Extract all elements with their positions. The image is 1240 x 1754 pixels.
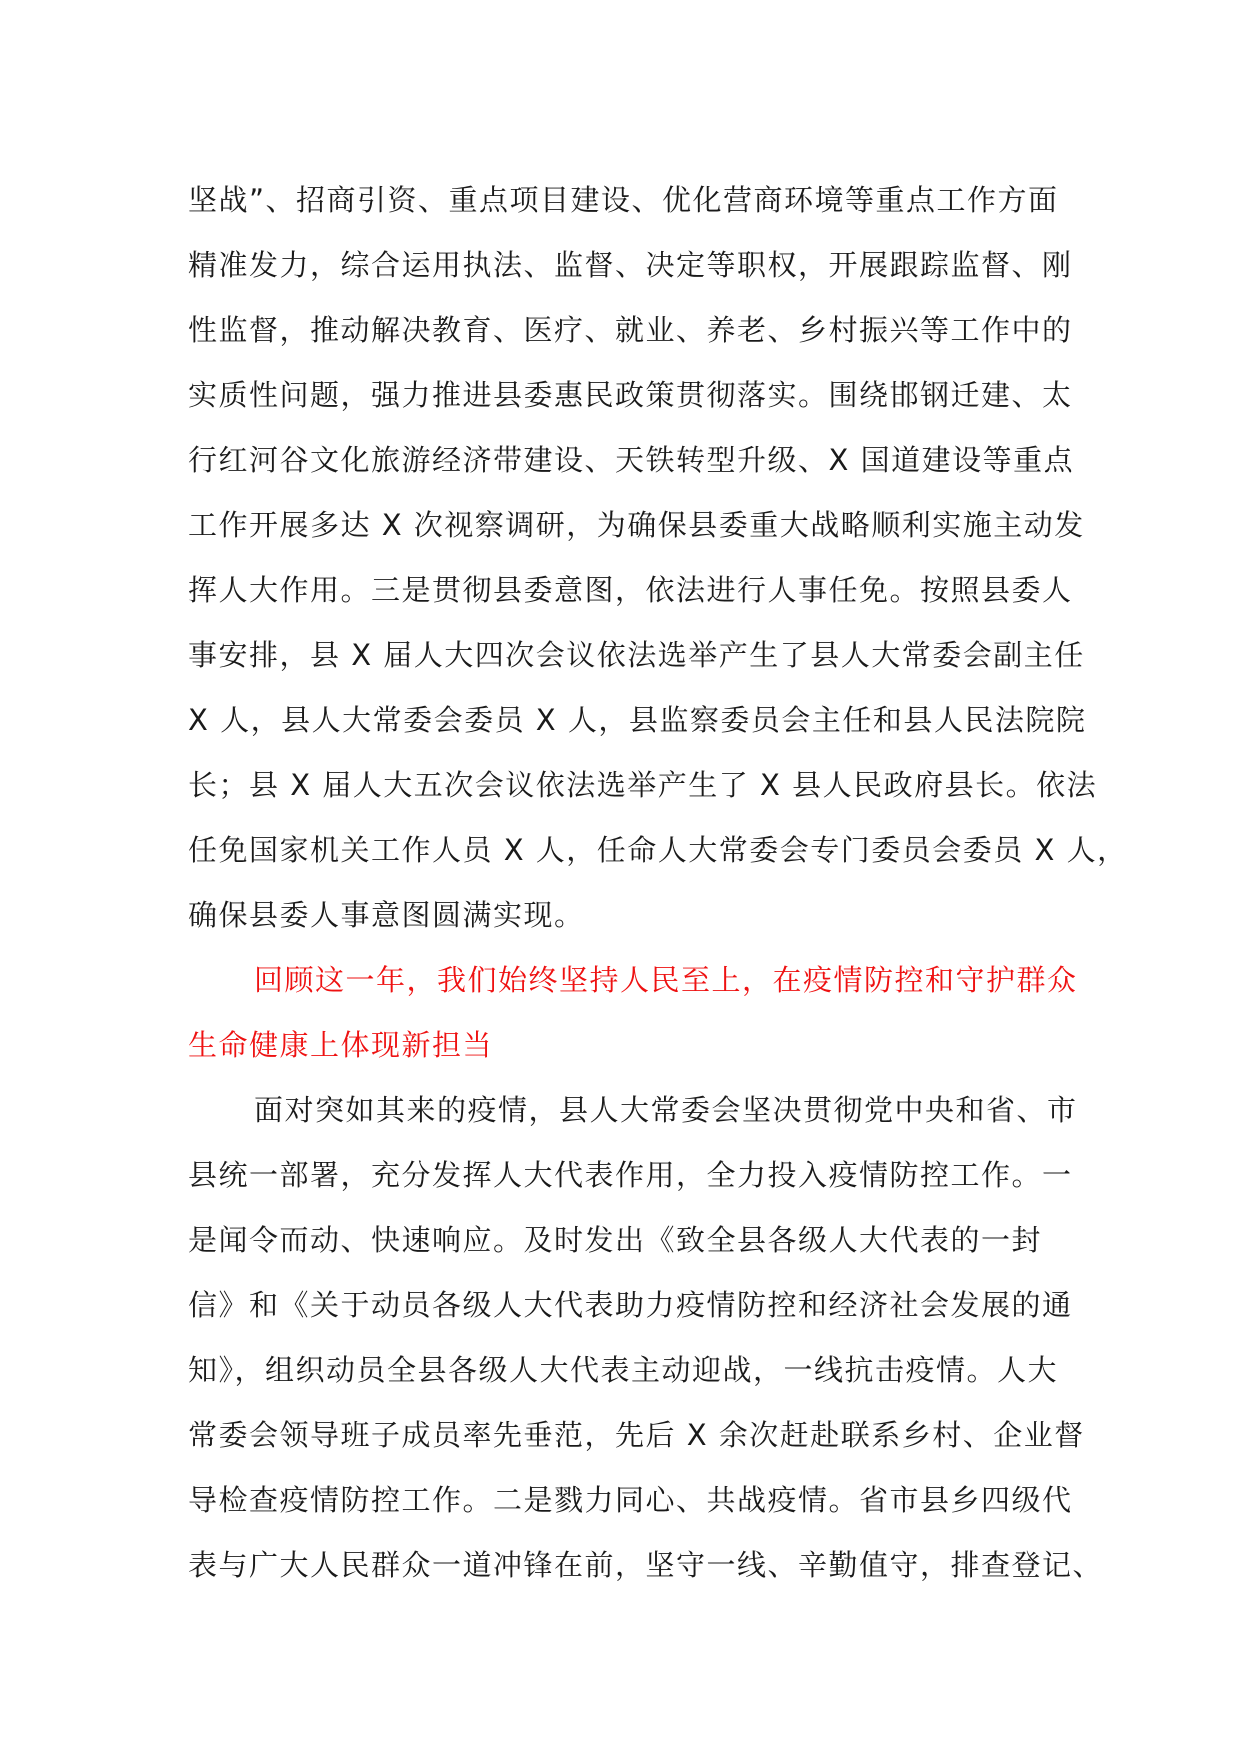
text-line: 表与广大人民群众一道冲锋在前，坚守一线、辛勤值守，排查登记、 bbox=[188, 1548, 1104, 1582]
text-line: 面对突如其来的疫情，县人大常委会坚决贯彻党中央和省、市 bbox=[254, 1093, 1078, 1127]
text-line: 挥人大作用。三是贯彻县委意图，依法进行人事任免。按照县委人 bbox=[188, 573, 1073, 607]
section-heading bbox=[188, 948, 1088, 1078]
text-line: 坚战”、招商引资、重点项目建设、优化营商环境等重点工作方面 bbox=[188, 183, 1059, 217]
text-line: 精准发力，综合运用执法、监督、决定等职权，开展跟踪监督、刚 bbox=[188, 248, 1073, 282]
text-line: X 人，县人大常委会委员 X 人，县监察委员会主任和县人民法院院 bbox=[188, 703, 1087, 737]
text-line: 县统一部署，充分发挥人大代表作用，全力投入疫情防控工作。一 bbox=[188, 1158, 1073, 1192]
text-line: 工作开展多达 X 次视察调研，为确保县委重大战略顺利实施主动发 bbox=[188, 508, 1085, 542]
text-line: 是闻令而动、快速响应。及时发出《致全县各级人大代表的一封 bbox=[188, 1223, 1043, 1257]
text-line: 长；县 X 届人大五次会议依法选举产生了 X 县人民政府县长。依法 bbox=[188, 768, 1098, 802]
text-line: 常委会领导班子成员率先垂范，先后 X 余次赶赴联系乡村、企业督 bbox=[188, 1418, 1085, 1452]
text-line: 性监督，推动解决教育、医疗、就业、养老、乡村振兴等工作中的 bbox=[188, 313, 1073, 347]
text-line: 知》，组织动员全县各级人大代表主动迎战，一线抗击疫情。人大 bbox=[188, 1353, 1059, 1387]
paragraph-continuation bbox=[188, 168, 1128, 948]
text-line: 信》和《关于动员各级人大代表助力疫情防控和经济社会发展的通 bbox=[188, 1288, 1073, 1322]
paragraph-epidemic bbox=[188, 1078, 1104, 1598]
text-line: 事安排，县 X 届人大四次会议依法选举产生了县人大常委会副主任 bbox=[188, 638, 1085, 672]
document-body bbox=[188, 168, 1128, 1598]
text-line: 确保县委人事意图圆满实现。 bbox=[188, 898, 585, 932]
heading-line: 生命健康上体现新担当 bbox=[188, 1028, 494, 1062]
heading-line: 回顾这一年，我们始终坚持人民至上，在疫情防控和守护群众 bbox=[254, 963, 1078, 997]
text-line: 任免国家机关工作人员 X 人，任命人大常委会专门委员会委员 X 人， bbox=[188, 833, 1128, 867]
text-line: 导检查疫情防控工作。二是戮力同心、共战疫情。省市县乡四级代 bbox=[188, 1483, 1073, 1517]
text-line: 实质性问题，强力推进县委惠民政策贯彻落实。围绕邯钢迁建、太 bbox=[188, 378, 1073, 412]
text-line: 行红河谷文化旅游经济带建设、天铁转型升级、X 国道建设等重点 bbox=[188, 443, 1075, 477]
